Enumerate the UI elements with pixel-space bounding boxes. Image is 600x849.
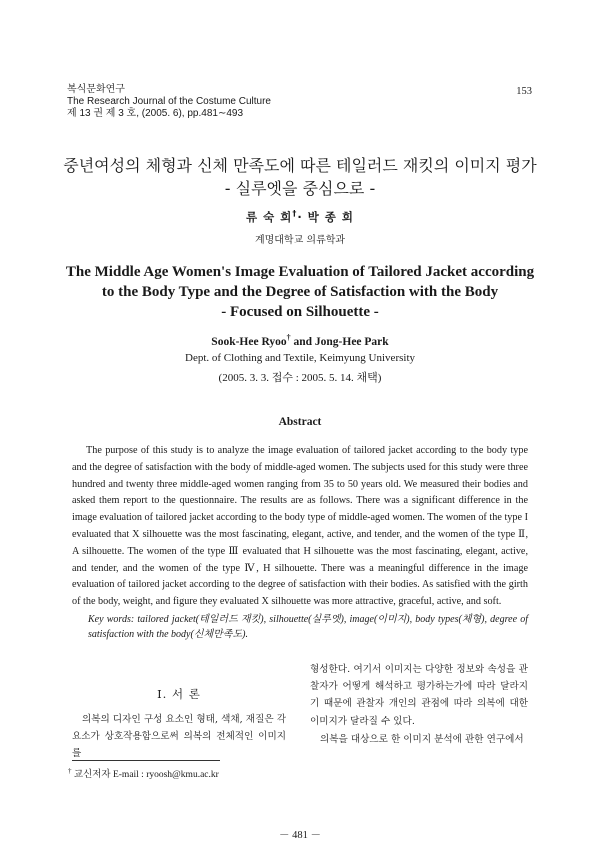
english-affiliation: Dept. of Clothing and Textile, Keimyung University	[185, 352, 415, 364]
footnote-text: 교신저자 E-mail : ryoosh@kmu.ac.kr	[71, 770, 219, 780]
journal-name-korean: 복식문화연구	[67, 84, 125, 95]
korean-subtitle: - 실루엣을 중심으로 -	[224, 179, 376, 198]
english-title-line-2: to the Body Type and the Degree of Satisfaction with the Body	[101, 284, 499, 300]
footer-page-number: － 481 －	[279, 830, 321, 841]
corresponding-mark: †	[292, 209, 298, 219]
english-title-line-3: - Focused on Silhouette -	[221, 304, 379, 320]
english-title-line-1: The Middle Age Women's Image Evaluation of Tailored Jacket according	[65, 264, 535, 280]
english-author-2: and Jong-Hee Park	[290, 335, 389, 348]
english-author-1: Sook-Hee Ryoo	[211, 335, 287, 348]
english-authors	[0, 333, 600, 348]
korean-affiliation: 계명대학교 의류학과	[254, 235, 346, 246]
introduction-left-column: 의복의 디자인 구성 요소인 형태, 색채, 재질은 각 요소가 상호작용함으로써 의복의 전체적인 이미지를	[72, 714, 286, 760]
korean-title: 중년여성의 체형과 신체 만족도에 따른 테일러드 재킷의 이미지 평가	[63, 156, 537, 175]
journal-name-english: The Research Journal of the Costume Culture	[67, 96, 271, 107]
keywords-label: Key words:	[88, 614, 135, 625]
received-accepted-dates: (2005. 3. 3. 접수 : 2005. 5. 14. 채택)	[218, 372, 382, 384]
keywords-text: tailored jacket(테일러드 재킷), silhouette(실루엣), image(이미지), body types(체형), degree of satisfaction with the body(신체만족도).	[88, 614, 529, 640]
korean-author-2: · 박 종 희	[297, 210, 355, 224]
footnote-divider	[72, 760, 220, 761]
section-heading-introduction: Ⅰ. 서 론	[157, 687, 201, 701]
footnote-mark: †	[68, 766, 72, 775]
introduction-right-paragraph-1: 형성한다. 여기서 이미지는 다양한 정보와 속성을 관찰자가 어떻게 해석하고 평가하는가에 따라 달라지기 때문에 관찰자 개인의 관점에 따라 의복에 대한 이미지가 달라질 수 있다.	[310, 664, 528, 727]
journal-issue: 제 13 권 제 3 호, (2005. 6), pp.481∼493	[67, 108, 244, 119]
english-corresponding-mark: †	[286, 333, 291, 342]
footnote	[68, 766, 219, 780]
keywords	[88, 612, 528, 642]
header-page-number: 153	[516, 86, 532, 97]
abstract-heading: Abstract	[278, 416, 322, 428]
abstract-text: The purpose of this study is to analyze the image evaluation of tailored jacket according to the body type and the degree of satisfaction with the body of middle-aged women. The subjects used for this study were three hundred and twenty three middle-aged women ranging from 35 to 50 years old. We measured their bodies and asked them report to the questionnaire. The results are as follows. There was a significant difference in the image evaluation of tailored jacket according to the body type of middle-aged women. The women of the type I evaluated that X silhouette was the most fascinating, elegant, active, and tender, and the women of the type Ⅱ, A silhouette. The women of the type Ⅲ evaluated that H silhouette was the most fascinating, elegant, active, and tender, and the women of the type Ⅳ, H silhouette. There was a meaningful difference in the image evaluation of tailored jacket according to the degree of satisfaction with their bodies. As satisfied with the girth of the body, weight, and figure they evaluated X silhouette was more attractive, graceful, active, and soft.	[72, 445, 528, 608]
introduction-right-paragraph-2: 의복을 대상으로 한 이미지 분석에 관한 연구에서	[320, 734, 524, 745]
korean-author-1: 류 숙 희	[245, 210, 293, 224]
korean-authors	[0, 209, 600, 225]
